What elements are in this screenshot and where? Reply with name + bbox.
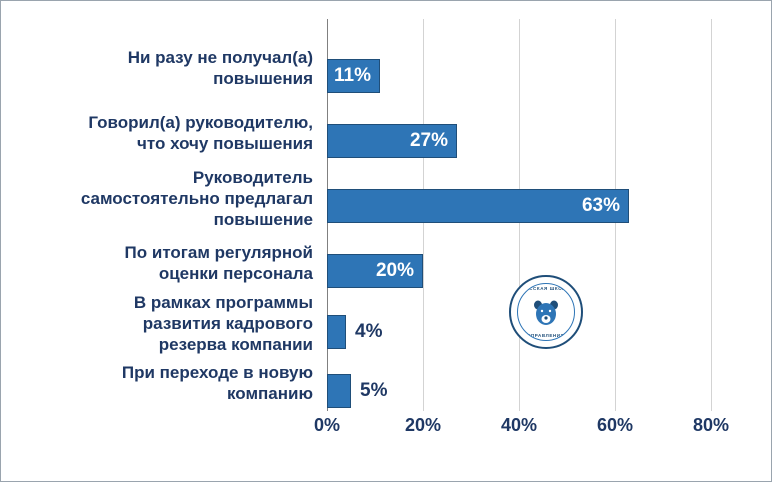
category-label-1 <box>13 112 313 154</box>
category-label-line: резерва компании <box>158 335 313 354</box>
x-tick-3: 60% <box>596 415 634 435</box>
bear-head-icon <box>529 297 563 327</box>
bar-0[interactable] <box>327 59 380 93</box>
bar-value-label: 63% <box>581 195 620 216</box>
x-axis-tick-labels <box>313 415 730 445</box>
category-label-line: компанию <box>227 384 313 403</box>
category-label-4 <box>13 292 313 355</box>
bar-value-label: 5% <box>360 380 388 401</box>
category-label-3 <box>13 242 313 284</box>
category-label-line: оценки персонала <box>158 264 313 283</box>
bar-value-label: 20% <box>375 260 414 281</box>
bar-row <box>327 59 713 93</box>
category-label-line: что хочу повышения <box>136 134 313 153</box>
category-label-line: Руководитель <box>192 168 313 187</box>
category-label-line: Ни разу не получал(а) <box>127 48 313 67</box>
category-label-line: повышение <box>213 210 313 229</box>
bar-2[interactable] <box>327 189 629 223</box>
category-label-line: повышения <box>213 69 313 88</box>
bar-4[interactable] <box>327 315 346 349</box>
bar-value-label: 4% <box>355 321 383 342</box>
x-tick-2: 40% <box>500 415 538 435</box>
bar-5[interactable] <box>327 374 351 408</box>
bar-series <box>327 19 713 411</box>
category-label-line: развития кадрового <box>142 314 313 333</box>
logo-top-text: РУССКАЯ ШКОЛА <box>522 286 570 291</box>
bar-1[interactable] <box>327 124 457 158</box>
x-tick-0: 0% <box>313 415 341 435</box>
brand-logo <box>509 275 583 349</box>
category-label-line: По итогам регулярной <box>124 243 313 262</box>
category-label-line: Говорил(а) руководителю, <box>88 113 313 132</box>
logo-inner-ring <box>517 283 575 341</box>
bar-value-label: 27% <box>409 130 448 151</box>
plot-area <box>327 19 713 411</box>
category-label-line: При переходе в новую <box>121 363 313 382</box>
category-label-line: самостоятельно предлагал <box>80 189 313 208</box>
category-label-2 <box>13 167 313 230</box>
x-tick-1: 20% <box>404 415 442 435</box>
bar-row <box>327 374 713 408</box>
bar-row <box>327 124 713 158</box>
category-label-line: В рамках программы <box>133 293 313 312</box>
bar-row <box>327 254 713 288</box>
bar-row <box>327 189 713 223</box>
category-label-5 <box>13 362 313 404</box>
logo-bottom-text: УПРАВЛЕНИЯ <box>527 333 565 338</box>
category-label-0 <box>13 47 313 89</box>
bar-3[interactable] <box>327 254 423 288</box>
bar-value-label: 11% <box>334 65 371 86</box>
x-tick-4: 80% <box>692 415 730 435</box>
